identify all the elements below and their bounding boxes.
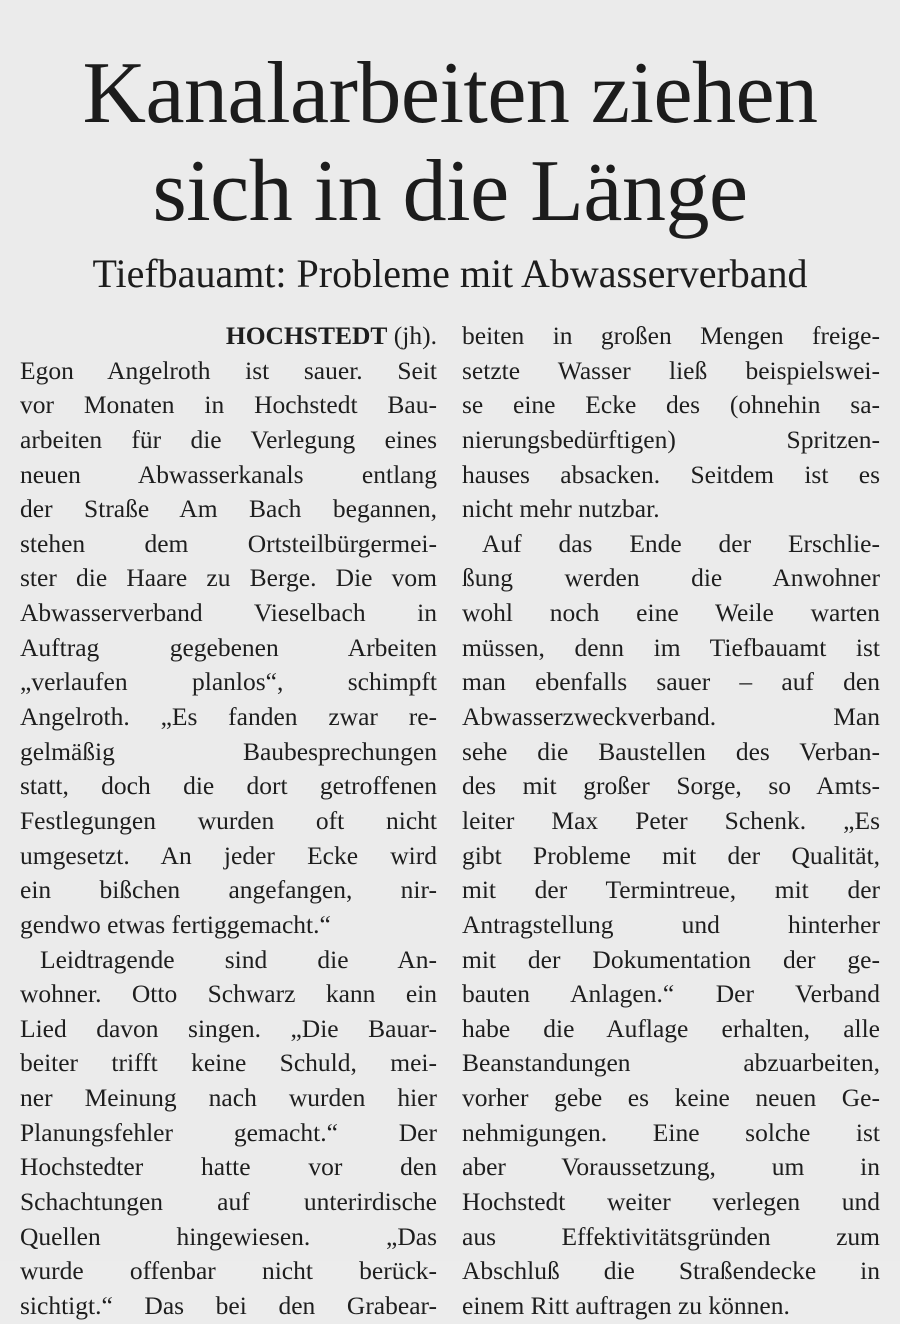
text-line: mit der Termintreue, mit der [462,875,880,905]
text-line: Festlegungen wurden oft nicht [20,805,437,835]
text-line: wurde offenbar nicht berück- [20,1256,437,1286]
dateline [20,319,437,354]
text-line: Abwasserzweckverband. Man [462,702,880,732]
text-line: aber Voraussetzung, um in [462,1152,880,1182]
text-line: Abwasserverband Vieselbach in [20,598,437,628]
article-column-right [462,319,880,1324]
text-line: müssen, denn im Tiefbauamt ist [462,632,880,662]
text-line: gendwo etwas fertiggemacht.“ [20,909,331,939]
dateline-place: HOCHSTEDT [225,321,388,350]
article-column-left [20,319,437,1324]
text-line: aus Effektivitätsgründen zum [462,1221,880,1251]
text-line: des mit großer Sorge, so Amts- [462,771,880,801]
text-line: Quellen hingewiesen. „Das [20,1221,437,1251]
text-line: nicht mehr nutzbar. [462,494,660,524]
text-line: Leidtragende sind die An- [40,944,437,974]
text-line: nehmigungen. Eine solche ist [462,1117,880,1147]
text-line: umgesetzt. An jeder Ecke wird [20,840,437,870]
text-line: setzte Wasser ließ beispielswei- [462,355,880,385]
text-line: Auftrag gegebenen Arbeiten [20,632,437,662]
text-line: Auf das Ende der Erschlie- [482,528,880,558]
text-line: Antragstellung und hinterher [462,909,880,939]
text-line: Hochstedter hatte vor den [20,1152,437,1182]
text-line: se eine Ecke des (ohnehin sa- [462,390,880,420]
text-line: mit der Dokumentation der ge- [462,944,880,974]
text-line: Angelroth. „Es fanden zwar re- [20,702,437,732]
text-line: „verlaufen planlos“, schimpft [20,667,437,697]
text-line: gibt Probleme mit der Qualität, [462,840,880,870]
text-line: ster die Haare zu Berge. Die vom [20,563,437,593]
text-line: bauten Anlagen.“ Der Verband [462,979,880,1009]
text-line: ßung werden die Anwohner [462,563,880,593]
text-line: vorher gebe es keine neuen Ge- [462,1083,880,1113]
text-line: Schachtungen auf unterirdische [20,1187,437,1217]
text-line: ner Meinung nach wurden hier [20,1083,437,1113]
text-line: hauses absacken. Seitdem ist es [462,459,880,489]
text-line: wohner. Otto Schwarz kann ein [20,979,437,1009]
text-line: vor Monaten in Hochstedt Bau- [20,390,437,420]
text-line: Lied davon singen. „Die Bauar- [20,1013,437,1043]
text-line: der Straße Am Bach begannen, [20,494,437,524]
text-line: Beanstandungen abzuarbeiten, [462,1048,880,1078]
text-line: leiter Max Peter Schenk. „Es [462,805,880,835]
text-line: neuen Abwasserkanals entlang [20,459,437,489]
text-line: stehen dem Ortsteilbürgermei- [20,528,437,558]
headline-line-2: sich in die Länge [152,143,748,240]
text-line: sehe die Baustellen des Verban- [462,736,880,766]
text-line: Abschluß die Straßendecke in [462,1256,880,1286]
text-line: habe die Auflage erhalten, alle [462,1013,880,1043]
text-line: man ebenfalls sauer – auf den [462,667,880,697]
headline-line-1: Kanalarbeiten ziehen [82,45,818,142]
text-line: Planungsfehler gemacht.“ Der [20,1117,437,1147]
text-line: Hochstedt weiter verlegen und [462,1187,880,1217]
text-line: beiten in großen Mengen freige- [462,321,880,350]
text-line: arbeiten für die Verlegung eines [20,424,437,454]
text-line: Egon Angelroth ist sauer. Seit [20,355,437,385]
text-line: ein bißchen angefangen, nir- [20,875,437,905]
dateline-author: (jh). [393,321,437,350]
text-line: sichtigt.“ Das bei den Grabear- [20,1290,437,1320]
subheadline: Tiefbauamt: Probleme mit Abwasserverband [92,251,808,296]
text-line: gelmäßig Baubesprechungen [20,736,437,766]
text-line: einem Ritt auftragen zu können. [462,1290,790,1320]
text-line: statt, doch die dort getroffenen [20,771,437,801]
text-line: beiter trifft keine Schuld, mei- [20,1048,437,1078]
text-line: nierungsbedürftigen) Spritzen- [462,424,880,454]
text-line: wohl noch eine Weile warten [462,598,880,628]
